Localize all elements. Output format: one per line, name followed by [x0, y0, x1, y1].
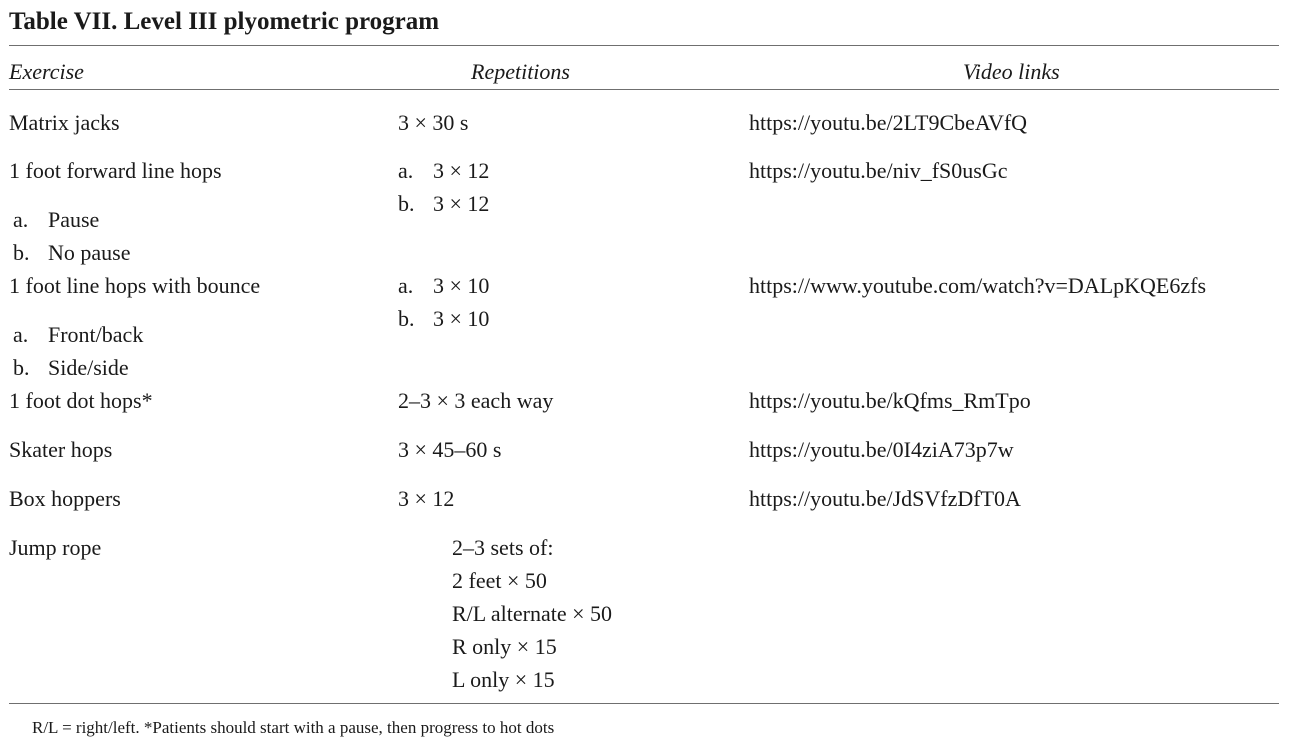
exercise-sub-item: b. Side/side — [13, 355, 129, 380]
video-link[interactable]: https://youtu.be/kQfms_RmTpo — [749, 388, 1031, 413]
reps-sub-item: b. 3 × 12 — [398, 191, 490, 216]
bottom-rule — [9, 703, 1279, 704]
exercise-sub-item: b. No pause — [13, 240, 131, 265]
reps-cell: 2–3 × 3 each way — [398, 388, 554, 413]
reps-sub-item: a. 3 × 10 — [398, 273, 490, 298]
video-link[interactable]: https://youtu.be/niv_fS0usGc — [749, 158, 1008, 183]
reps-line: 2 feet × 50 — [452, 568, 547, 593]
video-link[interactable]: https://youtu.be/2LT9CbeAVfQ — [749, 110, 1028, 135]
top-rule — [9, 45, 1279, 46]
reps-sub-item: b. 3 × 10 — [398, 306, 490, 331]
footnote: R/L = right/left. *Patients should start with a pause, then progress to hot dots — [32, 718, 555, 737]
reps-line: R only × 15 — [452, 634, 557, 659]
exercise-sub-item: a. Front/back — [13, 322, 144, 347]
exercise-sub-item: a. Pause — [13, 207, 100, 232]
header-rule — [9, 89, 1279, 90]
exercise-cell: Skater hops — [9, 437, 113, 462]
exercise-cell: 1 foot line hops with bounce — [9, 273, 261, 298]
exercise-cell: Jump rope — [9, 535, 102, 560]
exercise-cell: Box hoppers — [9, 486, 121, 511]
exercise-cell: 1 foot forward line hops — [9, 158, 222, 183]
reps-sub-item: a. 3 × 12 — [398, 158, 490, 183]
reps-cell: 3 × 12 — [398, 486, 455, 511]
reps-cell: 3 × 30 s — [398, 110, 469, 135]
header-exercise: Exercise — [9, 59, 84, 84]
video-link[interactable]: https://youtu.be/0I4ziA73p7w — [749, 437, 1014, 462]
reps-line: L only × 15 — [452, 667, 555, 692]
exercise-cell: 1 foot dot hops* — [9, 388, 153, 413]
video-link[interactable]: https://youtu.be/JdSVfzDfT0A — [749, 486, 1021, 511]
reps-line: R/L alternate × 50 — [452, 601, 613, 626]
table-title: Table VII. Level III plyometric program — [9, 8, 440, 35]
header-repetitions: Repetitions — [471, 59, 570, 84]
exercise-cell: Matrix jacks — [9, 110, 120, 135]
header-video-links: Video links — [963, 59, 1060, 84]
reps-line: 2–3 sets of: — [452, 535, 554, 560]
video-link[interactable]: https://www.youtube.com/watch?v=DALpKQE6zfs — [749, 273, 1207, 298]
reps-cell: 3 × 45–60 s — [398, 437, 502, 462]
